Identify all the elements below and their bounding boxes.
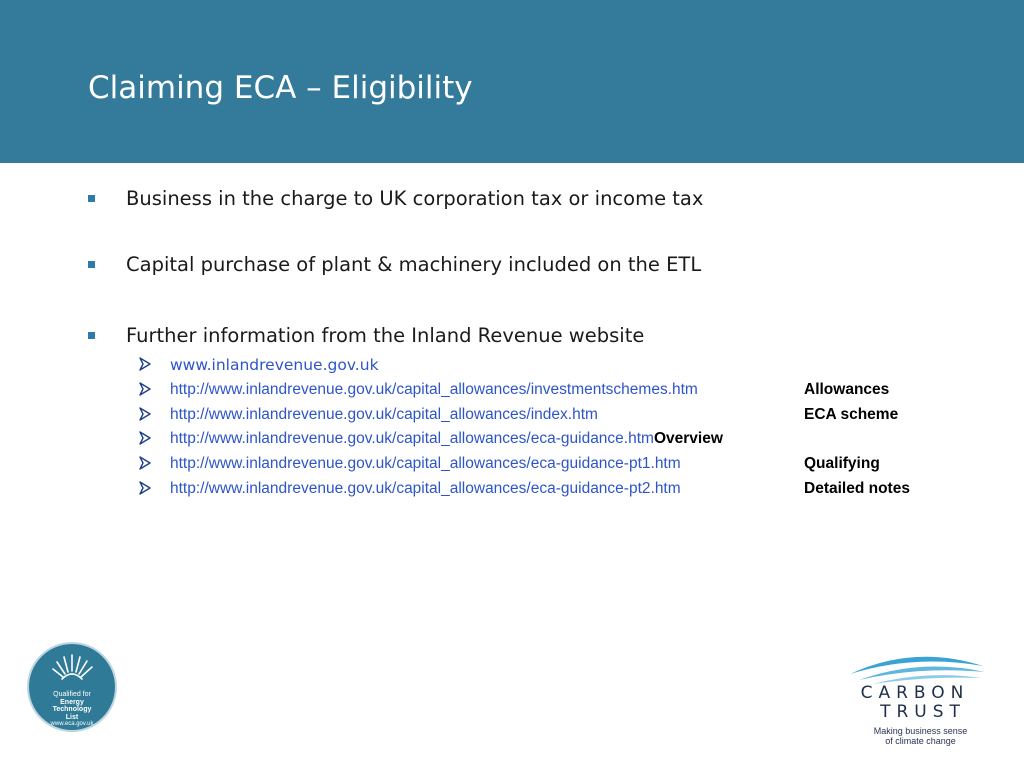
square-bullet-icon	[88, 261, 95, 268]
tagline-line: Making business sense	[873, 726, 968, 736]
link-note: Qualifying	[804, 455, 880, 472]
square-bullet-icon	[88, 332, 95, 339]
tagline-line: of climate change	[885, 736, 956, 746]
bullet-text: Capital purchase of plant & machinery included on the ETL	[126, 253, 702, 276]
link-note: Allowances	[804, 381, 890, 398]
bullet-text: Business in the charge to UK corporation tax or income tax	[126, 187, 704, 210]
slide-title: Claiming ECA – Eligibility	[88, 70, 473, 106]
carbon-trust-word2: TRUST	[880, 702, 966, 722]
arrowhead-bullet-icon	[138, 406, 152, 422]
detailed-notes-link[interactable]: http://www.inlandrevenue.gov.uk/capital_allowances/eca-guidance-pt2.htm	[170, 480, 681, 497]
eca-scheme-link[interactable]: http://www.inlandrevenue.gov.uk/capital_allowances/index.htm	[170, 406, 598, 423]
overview-link	[170, 430, 723, 448]
link-note: ECA scheme	[804, 406, 899, 423]
inland-revenue-link[interactable]: www.inlandrevenue.gov.uk	[170, 356, 379, 374]
badge-line: www.eca.gov.uk	[50, 721, 94, 727]
badge-line: List	[65, 713, 79, 721]
badge-line: Energy	[60, 698, 84, 706]
carbon-trust-tagline	[848, 726, 993, 746]
badge-line: Technology	[52, 706, 92, 713]
badge-line: Qualified for	[53, 691, 91, 698]
arrowhead-bullet-icon	[138, 430, 152, 446]
arrowhead-bullet-icon	[138, 356, 152, 372]
bullet-text: Further information from the Inland Revenue website	[126, 324, 645, 347]
arrowhead-bullet-icon	[138, 455, 152, 471]
link-note: Detailed notes	[804, 480, 910, 497]
eca-badge-text	[27, 691, 117, 729]
link-note: Overview	[653, 430, 723, 447]
qualifying-link[interactable]: http://www.inlandrevenue.gov.uk/capital_allowances/eca-guidance-pt1.htm	[170, 455, 681, 472]
arrowhead-bullet-icon	[138, 480, 152, 496]
overview-link-url[interactable]: http://www.inlandrevenue.gov.uk/capital_allowances/eca-guidance.htm	[170, 430, 654, 447]
arrowhead-bullet-icon	[138, 381, 152, 397]
square-bullet-icon	[88, 195, 95, 202]
carbon-trust-word1: CARBON	[860, 683, 970, 703]
allowances-link[interactable]: http://www.inlandrevenue.gov.uk/capital_allowances/investmentschemes.htm	[170, 381, 698, 398]
